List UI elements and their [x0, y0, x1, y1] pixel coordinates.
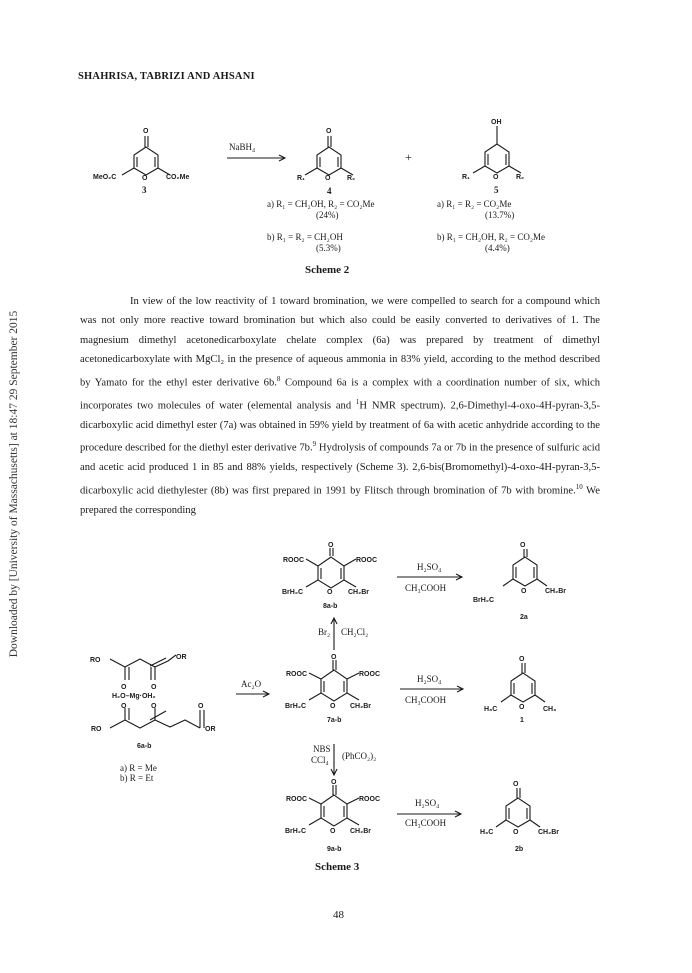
- s2-cpd5-ring-o: O: [493, 174, 499, 181]
- s3-6ab-o5: O: [198, 703, 204, 710]
- para-part-5: We prepared the corresponding: [80, 485, 600, 516]
- s3-ch3cooh-1: CH₃COOH: [405, 583, 447, 593]
- s3-8ab-o: O: [328, 542, 334, 549]
- s3-9ab-brh2c: BrH₂C: [285, 828, 306, 835]
- s3-label-2b: 2b: [515, 846, 524, 853]
- s3-9ab-ring-o: O: [330, 828, 336, 835]
- s3-ccl4: CCl₄: [311, 755, 329, 765]
- s3-9ab-rooc-right: ROOC: [359, 796, 380, 803]
- s3-6ab-or-bottom: OR: [205, 726, 216, 733]
- running-header: SHAHRISA, TABRIZI AND AHSANI: [78, 71, 255, 82]
- s3-8ab-rooc-left: ROOC: [283, 557, 304, 564]
- s3-1-ring-o: O: [519, 704, 525, 711]
- s3-label-7ab: 7a-b: [327, 717, 342, 724]
- s3-2b-ch2br: CH₂Br: [538, 829, 559, 836]
- s3-7ab-ring-o: O: [330, 703, 336, 710]
- s3-2b-o: O: [513, 781, 519, 788]
- para-part-4: Hydrolysis of compounds 7a or 7b in the presence of sulfuric acid and acetic acid produced 1 in 85 and 88% yields, respectively (Scheme 3). 2,6-bis(Bromomethyl)-4-oxo-4H-pyran-3,5-dicarboxylic acid diethylester (8b) was first prepared in 1991 by Flitsch through bromination of 7b with bromine.: [80, 442, 600, 497]
- s2-cpd4-b-yield: (5.3%): [316, 243, 341, 253]
- s3-2a-ring-o: O: [521, 588, 527, 595]
- s3-7ab-brh2c: BrH₂C: [285, 703, 306, 710]
- s3-h2so4-2: H₂SO₄: [417, 674, 442, 684]
- s3-2a-o: O: [520, 542, 526, 549]
- s2-cpd4-label: 4: [327, 186, 332, 196]
- para-part-1: In view of the low reactivity of 1 toward bromination, we were compelled to search for a compound which was not only more reactive toward bromination but which also could be easily converted to derivatives of 1. The magnesium dimethyl acetonedicarboxylate chelate complex (6a) was prepared by treatment of dimethyl acetonedicarboxylate with MgCl₂ in the presence of aqueous ammonia in 83% yield, according to the method described by Yamato for the ethyl ester derivative 6b.: [80, 296, 600, 389]
- s2-plus: +: [405, 150, 412, 164]
- s3-1-ch3: CH₃: [543, 706, 557, 713]
- s3-7ab-rooc-right: ROOC: [359, 671, 380, 678]
- s3-ch3cooh-3: CH₃COOH: [405, 818, 447, 828]
- s2-cpd5-label: 5: [494, 185, 499, 195]
- nmr-superscript: 1: [355, 397, 360, 406]
- s2-cpd4-carbonyl-o: O: [326, 128, 332, 135]
- s2-cpd4-ring-o: O: [325, 175, 331, 182]
- para-part-3: H NMR spectrum). 2,6-Dimethyl-4-oxo-4H-pyran-3,5-dicarboxylic acid dimethyl ester (7a) was obtained in 59% yield by treatment of 6a with acetic anhydride according to the procedure described for the diethyl ester derivative 7b.: [80, 400, 600, 454]
- s3-2b-h3c: H₃C: [480, 829, 494, 836]
- s3-h2so4-3: H₂SO₄: [415, 798, 440, 808]
- s2-cpd5-a-yield: (13.7%): [485, 210, 515, 220]
- s2-cpd5-b-yield: (4.4%): [485, 243, 510, 253]
- download-watermark: Downloaded by [University of Massachusetts] at 18:47 29 September 2015: [8, 310, 20, 658]
- s3-label-2a: 2a: [520, 614, 528, 621]
- s3-ch2cl2: CH₂Cl₂: [341, 627, 369, 637]
- s2-cpd4-b: b) R₁ = R₂ = CH₂OH: [267, 232, 343, 242]
- s3-h2so4-1: H₂SO₄: [417, 562, 442, 572]
- s3-2a-brh2c: BrH₂C: [473, 597, 494, 604]
- s3-7ab-o: O: [331, 654, 337, 661]
- scheme-2-title: Scheme 2: [305, 264, 350, 276]
- s2-cpd4-a-yield: (24%): [316, 210, 339, 220]
- s3-label-1: 1: [520, 717, 524, 724]
- s2-cpd5-b: b) R₁ = CH₂OH, R₂ = CO₂Me: [437, 232, 545, 242]
- s3-2b-ring-o: O: [513, 829, 519, 836]
- s3-6ab-o1: O: [121, 684, 127, 691]
- s3-1-h3c: H₃C: [484, 706, 498, 713]
- s3-ac2o: Ac₂O: [241, 679, 262, 689]
- s3-9ab-o: O: [331, 779, 337, 786]
- s3-7ab-rooc-left: ROOC: [286, 671, 307, 678]
- s3-9ab-rooc-left: ROOC: [286, 796, 307, 803]
- page-number: 48: [333, 909, 344, 921]
- s2-cpd4-r1: R₁: [297, 175, 305, 182]
- s3-phco2: (PhCO₂)₂: [342, 751, 377, 761]
- s3-br2: Br₂: [318, 627, 331, 637]
- para-part-2: Compound 6a is a complex with a coordination number of six, which incorporates two molecules of water (elemental analysis and: [80, 377, 600, 412]
- ref-9: 9: [312, 440, 317, 449]
- s2-cpd3-label: 3: [142, 185, 147, 195]
- s3-r-et: b) R = Et: [120, 773, 154, 783]
- s3-label-9ab: 9a-b: [327, 846, 342, 853]
- s2-cpd5-r1: R₁: [462, 174, 470, 181]
- s3-6ab-o4: O: [151, 703, 157, 710]
- s3-6ab-o3: O: [121, 703, 127, 710]
- s3-label-8ab: 8a-b: [323, 603, 338, 610]
- s3-6ab-ro-bottom: RO: [91, 726, 102, 733]
- s2-cpd5-a: a) R₁ = R₂ = CO₂Me: [437, 199, 512, 209]
- s3-6ab-mg: H₂O–Mg·OH₂: [112, 693, 156, 700]
- s3-2a-ch2br: CH₂Br: [545, 588, 566, 595]
- s3-r-me: a) R = Me: [120, 763, 157, 773]
- s2-cpd3-ring-o: O: [142, 175, 148, 182]
- s2-cpd4-a: a) R₁ = CH₂OH, R₂ = CO₂Me: [267, 199, 375, 209]
- s2-cpd3-right: CO₂Me: [166, 174, 190, 181]
- s2-cpd4-r2: R₂: [347, 175, 356, 182]
- s3-7ab-ch2br: CH₂Br: [350, 703, 371, 710]
- ref-8: 8: [276, 374, 281, 383]
- ref-10: 10: [575, 482, 583, 491]
- s3-6ab-or-top: OR: [176, 654, 187, 661]
- s3-1-o: O: [519, 656, 525, 663]
- s3-label-6ab: 6a-b: [137, 743, 152, 750]
- s3-6ab-o2: O: [151, 684, 157, 691]
- s2-cpd3-carbonyl-o: O: [143, 128, 149, 135]
- s3-nbs: NBS: [313, 744, 331, 754]
- s3-ch3cooh-2: CH₃COOH: [405, 695, 447, 705]
- s3-8ab-ring-o: O: [327, 589, 333, 596]
- s3-8ab-ch2br: CH₂Br: [348, 589, 369, 596]
- s3-8ab-brh2c: BrH₂C: [282, 589, 303, 596]
- s3-6ab-ro-top: RO: [90, 657, 101, 664]
- s2-reagent: NaBH₄: [229, 142, 256, 152]
- s2-cpd5-r2: R₂: [516, 174, 525, 181]
- s2-cpd5-oh: OH: [491, 119, 502, 126]
- s3-8ab-rooc-right: ROOC: [356, 557, 377, 564]
- scheme-3-title: Scheme 3: [315, 861, 360, 873]
- s2-cpd3-left: MeO₂C: [93, 174, 117, 181]
- s3-9ab-ch2br: CH₂Br: [350, 828, 371, 835]
